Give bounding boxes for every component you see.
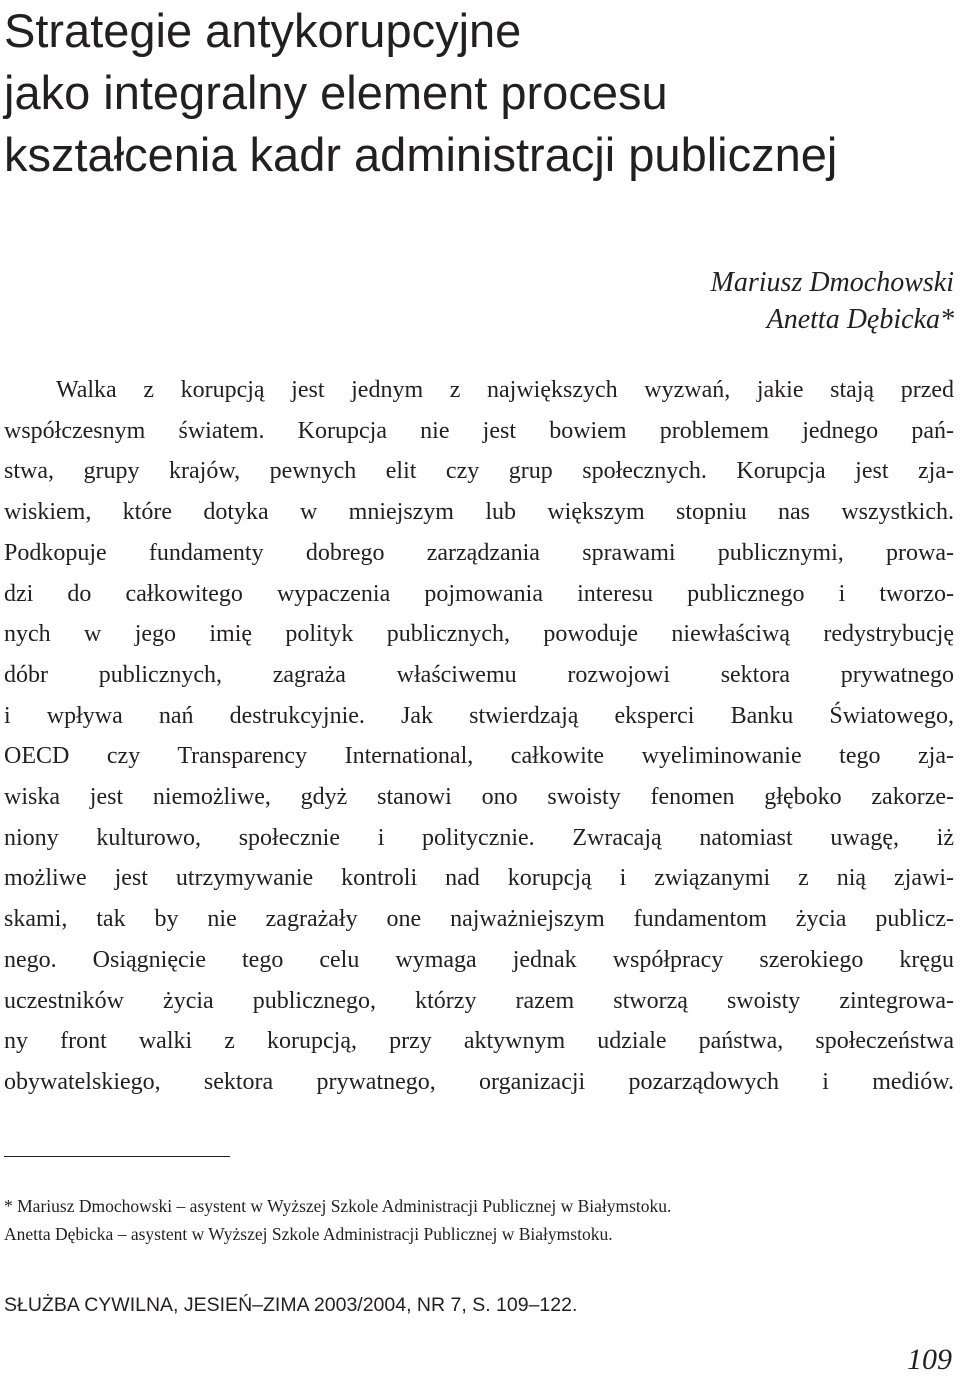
title-line: kształcenia kadr administracji publicznej	[4, 128, 838, 181]
body-line: OECD czy Transparency International, całkowite wyeliminowanie tego zja-	[4, 743, 954, 770]
body-line: współczesnym światem. Korupcja nie jest bowiem problemem jednego pań-	[4, 417, 954, 444]
body-line: dóbr publicznych, zagraża właściwemu rozwojowi sektora prywatnego	[4, 661, 954, 688]
title-line: jako integralny element procesu	[4, 66, 668, 119]
body-line: wiskiem, które dotyka w mniejszym lub większym stopniu nas wszystkich.	[4, 499, 954, 526]
body-line: i wpływa nań destrukcyjnie. Jak stwierdzają eksperci Banku Światowego,	[4, 702, 954, 729]
body-line: nych w jego imię polityk publicznych, powoduje niewłaściwą redystrybucję	[4, 621, 954, 648]
body-line: stwa, grupy krajów, pewnych elit czy grup społecznych. Korupcja jest zja-	[4, 458, 954, 485]
article-title	[4, 0, 954, 186]
body-line: dzi do całkowitego wypaczenia pojmowania interesu publicznego i tworzo-	[4, 580, 954, 607]
page-number: 109	[907, 1343, 952, 1376]
body-line: obywatelskiego, sektora prywatnego, organizacji pozarządowych i mediów.	[4, 1068, 954, 1095]
journal-citation: SŁUŻBA CYWILNA, JESIEŃ–ZIMA 2003/2004, NR 7, S. 109–122.	[4, 1294, 578, 1316]
body-line: niony kulturowo, społecznie i politycznie. Zwracają natomiast uwagę, iż	[4, 824, 954, 851]
body-line: możliwe jest utrzymywanie kontroli nad korupcją i związanymi z nią zjawi-	[4, 865, 954, 892]
body-line: nego. Osiągnięcie tego celu wymaga jednak współpracy szerokiego kręgu	[4, 946, 954, 973]
title-line: Strategie antykorupcyjne	[4, 4, 522, 57]
body-line: Walka z korupcją jest jednym z największych wyzwań, jakie stają przed	[56, 377, 954, 403]
footnote-text: Anetta Dębicka – asystent w Wyższej Szkole Administracji Publicznej w Białymstoku.	[4, 1224, 613, 1244]
body-line: skami, tak by nie zagrażały one najważniejszym fundamentom życia publicz-	[4, 906, 954, 933]
author-list	[711, 264, 954, 338]
footnote-separator	[4, 1156, 230, 1157]
body-line: wiska jest niemożliwe, gdyż stanowi ono swoisty fenomen głęboko zakorze-	[4, 784, 954, 811]
body-line: Podkopuje fundamenty dobrego zarządzania sprawami publicznymi, prowa-	[4, 539, 954, 566]
body-line: ny front walki z korupcją, przy aktywnym udziale państwa, społeczeństwa	[4, 1028, 954, 1055]
body-line: uczestników życia publicznego, którzy razem stworzą swoisty zintegrowa-	[4, 987, 954, 1014]
footnote-text: * Mariusz Dmochowski – asystent w Wyższej Szkole Administracji Publicznej w Białymstoku.	[4, 1196, 672, 1216]
body-paragraph	[4, 370, 954, 1103]
author-name: Mariusz Dmochowski	[710, 267, 954, 298]
footnotes	[4, 1192, 954, 1248]
author-name: Anetta Dębicka*	[766, 304, 954, 335]
